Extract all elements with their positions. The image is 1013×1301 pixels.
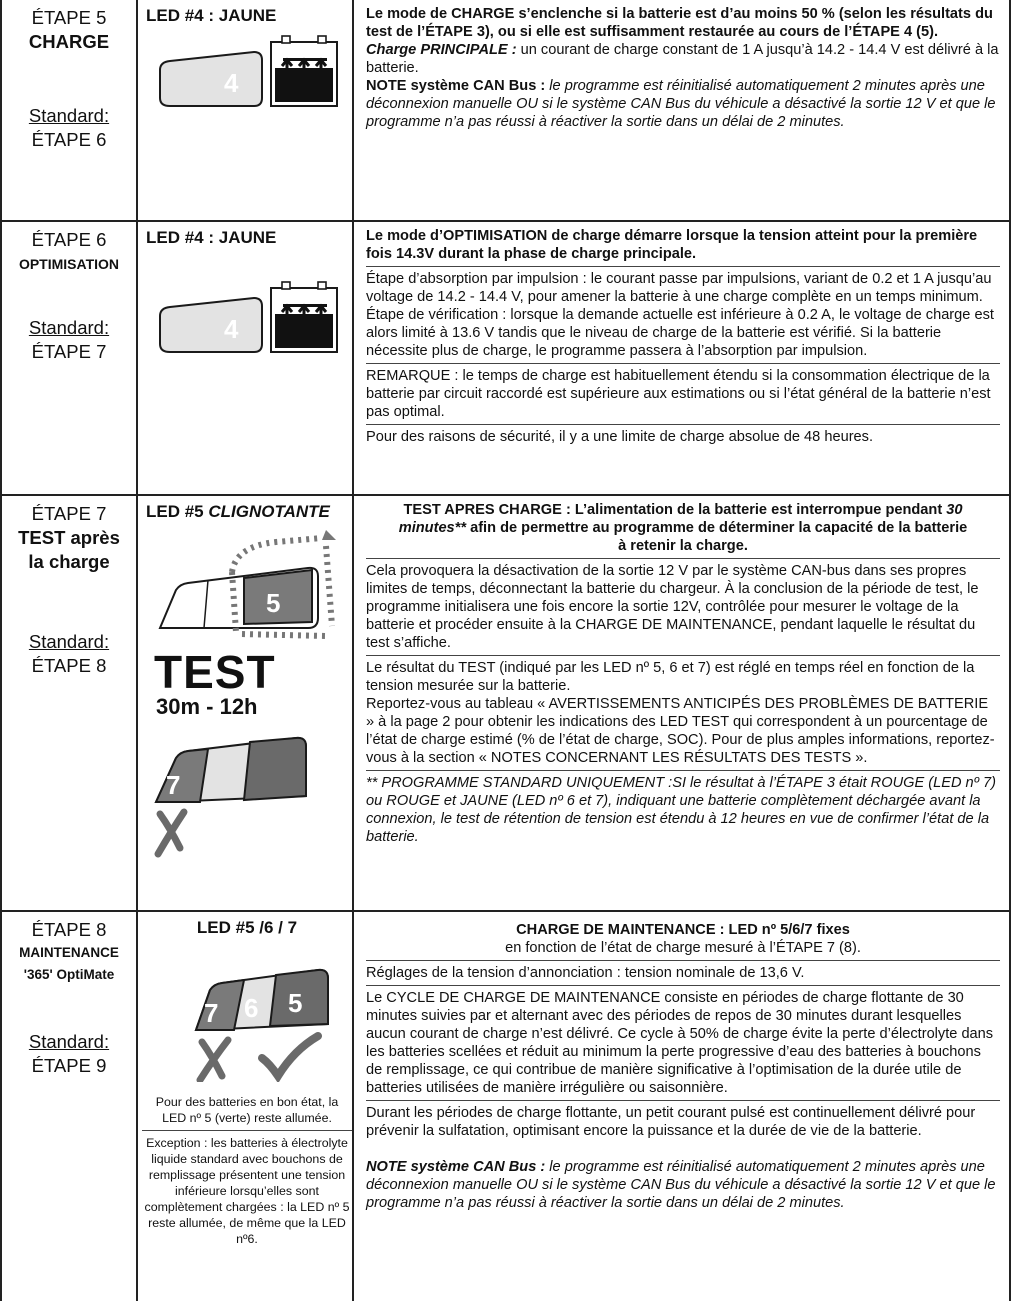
led-cell [138, 912, 352, 1301]
optimisation-intro: Le mode d’OPTIMISATION de charge démarre lorsque la tension atteint pour la première fois 14.3V durant la phase de charge principale. [366, 228, 978, 262]
step-title: MAINTENANCE '365' OptiMate [19, 945, 119, 982]
led-cell [138, 0, 352, 220]
battery-charging-icon [271, 36, 337, 106]
divider [142, 1130, 352, 1131]
column-divider [352, 0, 354, 1301]
led-label-blinking: CLIGNOTANTE [208, 502, 330, 521]
divider [366, 1100, 1000, 1101]
test-heading-b: 30 minutes** [398, 502, 963, 536]
test-heading-c: afin de permettre au programme de déterminer la capacité de la batterie à retenir la charge. [466, 520, 968, 554]
can-bus-note [366, 77, 1000, 131]
step-label: ÉTAPE 8 [31, 919, 107, 940]
step-title: OPTIMISATION [18, 256, 120, 272]
led-4-yellow-icon [146, 32, 346, 112]
maintenance-heading: CHARGE DE MAINTENANCE : LED nº 5/6/7 fixes [516, 922, 850, 938]
led-label: LED #4 : JAUNE [146, 228, 277, 247]
divider [366, 655, 1000, 656]
standard-step: ÉTAPE 7 [31, 341, 107, 362]
step-title: TEST après la charge [18, 527, 120, 572]
step-title: CHARGE [28, 31, 110, 52]
can-bus-body: le programme est réinitialisé automatiquement 2 minutes après une déconnexion manuelle OU si le système CAN Bus du véhicule a désactivé la sortie 12 V et que le programme n’a pas réussi à réactiver la sortie dans un délai de 2 minutes. [366, 78, 996, 130]
caption-exception: Exception : les batteries à électrolyte liquide standard avec bouchons de remplissage présentent une tension inférieure lorsqu’elles sont complètement chargées : la LED nº 5 reste allumée, de même que la LED nº6. [144, 1136, 350, 1246]
can-bus-label: NOTE système CAN Bus : [366, 1159, 546, 1175]
led-number: 5 [266, 588, 281, 618]
description-cell [356, 222, 1006, 494]
maintenance-cycle-text: Le CYCLE DE CHARGE DE MAINTENANCE consiste en périodes de charge flottante de 30 minutes suivies par et alternant avec des périodes de repos de 30 minutes durant lesquelles aucun courant de charge n’est délivré. Ce cycle à 50% de charge évite la perte d’électrolyte dans les batteries scellées et réduit au minimum la perte progressive d’eau des batteries à bouchons de remplissage, ce qui contribue de manière significative à l’optimisation de la durée utile de batteries utilisées de manière irrégulière ou saisonnière. [366, 990, 994, 1096]
led-label [146, 502, 352, 522]
led-4-yellow-icon [146, 272, 346, 358]
standard-step: ÉTAPE 9 [31, 1055, 107, 1076]
reference-text: Reportez-vous au tableau « AVERTISSEMENTS ANTICIPÉS DES PROBLÈMES DE BATTERIE » à la page 2 pour obtenir les indications des LED TEST qui correspondent à un pourcentage de l’état de charge estimé (% de l’état de charge, SOC). Pour de plus amples informations, reportez-vous à la section « NOTES CONCERNANT LES RÉSULTATS DES TESTS ». [366, 696, 995, 766]
standard-label: Standard: [28, 631, 110, 652]
battery-charging-icon [271, 282, 337, 352]
test-heading-a: TEST APRES CHARGE : L’alimentation de la batterie est interrompue pendant [403, 502, 947, 518]
led-cell [138, 496, 352, 910]
step-label: ÉTAPE 5 [31, 7, 107, 28]
charge-intro: Le mode de CHARGE s’enclenche si la batterie est d’au moins 50 % (selon les résultats du test de l’ÉTAPE 3), ou si elle est suffisamment restaurée au cours de l’ÉTAPE 4 (5). [366, 6, 993, 40]
standard-program-note: ** PROGRAMME STANDARD UNIQUEMENT :SI le résultat à l’ÉTAPE 3 était ROUGE (LED nº 7) ou ROUGE et JAUNE (LED nº 6 et 7), indiquant une batterie complètement déchargée avant la connexion, le test de rétention de tension est étendu à 12 heures en vue de confirmer l’état de la batterie. [366, 775, 997, 845]
can-bus-note [366, 1158, 1000, 1212]
led-5-6-7-icon [142, 942, 348, 1082]
step-cell [2, 912, 136, 1301]
test-duration: 30m - 12h [156, 694, 258, 719]
safety-limit-text: Pour des raisons de sécurité, il y a une limite de charge absolue de 48 heures. [366, 429, 874, 445]
maintenance-subheading: en fonction de l’état de charge mesuré à l’ÉTAPE 7 (8). [505, 940, 861, 956]
led-label: LED #4 : JAUNE [146, 6, 277, 25]
divider [366, 960, 1000, 961]
divider [366, 770, 1000, 771]
standard-label: Standard: [28, 1031, 110, 1052]
led-number: 7 [204, 998, 219, 1028]
description-cell [356, 0, 1006, 220]
description-cell [356, 496, 1006, 910]
led-number: 7 [166, 770, 181, 800]
led-label-main: LED #5 [146, 502, 209, 521]
led-number: 6 [244, 993, 259, 1023]
standard-label: Standard: [28, 105, 110, 126]
test-result-text: Le résultat du TEST (indiqué par les LED nº 5, 6 et 7) est réglé en temps réel en fonction de la tension mesurée sur la batterie. [366, 660, 975, 694]
main-charge-label: Charge PRINCIPALE : [366, 42, 517, 58]
remark-text: REMARQUE : le temps de charge est habituellement étendu si la consommation électrique de la batterie par circuit raccordé est supérieure aux estimations ou si l’état général de la batterie n’est pas optimal. [366, 368, 991, 420]
description-cell [356, 912, 1006, 1301]
main-charge-text [366, 41, 1000, 77]
canbus-test-text: Cela provoquera la désactivation de la sortie 12 V par le système CAN-bus dans ses propres limites de temps, déconnectant la batterie du chargeur. À la conclusion de la période de test, le programme initialisera une fois encore la sortie 12V, contrôlée pour mesurer le voltage de la batterie et procéder ensuite à la CHARGE DE MAINTENANCE, pendant laquelle le résultat du test s’affiche. [366, 563, 979, 651]
absorption-text: Étape d’absorption par impulsion : le courant passe par impulsions, variant de 0.2 et 1 A jusqu’au voltage de 14.2 - 14.4 V, pour amener la batterie à une charge complète en un temps minimum. Étape de vérification : lorsque la demande actuelle est inférieure à 0.2 A, le voltage de charge est alors limité à 13.6 V tandis que le niveau de charge de la batterie est vérifié. Si la batterie nécessite plus de charge, le programme passera à l’absorption par impulsion. [366, 271, 994, 359]
check-mark-icon [262, 1036, 318, 1076]
standard-step: ÉTAPE 6 [31, 129, 107, 150]
cross-mark-icon [158, 812, 184, 854]
divider [366, 985, 1000, 986]
step-cell [2, 222, 136, 494]
divider [366, 424, 1000, 425]
divider [366, 363, 1000, 364]
can-bus-label: NOTE système CAN Bus : [366, 78, 546, 94]
float-charge-text: Durant les périodes de charge flottante, un petit courant pulsé est continuellement délivré pour prévenir la sulfatation, optimisant encore la puissance et la durée de vie de la batterie. [366, 1105, 976, 1139]
step-label: ÉTAPE 6 [31, 229, 107, 250]
standard-label: Standard: [28, 317, 110, 338]
test-big-label: TEST [154, 646, 276, 698]
step-cell [2, 0, 136, 220]
divider [366, 558, 1000, 559]
table-border-right [1009, 0, 1011, 1301]
step-label: ÉTAPE 7 [31, 503, 107, 524]
led-illustration [146, 32, 352, 112]
test-heading [366, 501, 1000, 555]
main-charge-body: un courant de charge constant de 1 A jusqu’à 14.2 - 14.4 V est délivré à la batterie. [366, 42, 999, 76]
standard-step: ÉTAPE 8 [31, 655, 107, 676]
led-number: 4 [224, 68, 239, 98]
led-label: LED #5 /6 / 7 [196, 918, 298, 937]
led-cell [138, 222, 352, 494]
led-7-red-icon [146, 730, 346, 860]
caption-good-battery: Pour des batteries en bon état, la LED nº 5 (verte) reste allumée. [155, 1095, 339, 1125]
can-bus-body: le programme est réinitialisé automatiquement 2 minutes après une déconnexion manuelle OU si le système CAN Bus du véhicule a désactivé la sortie 12 V et que le programme n’a pas réussi à réactiver la sortie dans un délai de 2 minutes. [366, 1159, 996, 1211]
step-cell [2, 496, 136, 910]
divider [366, 266, 1000, 267]
voltage-settings-text: Réglages de la tension d’annonciation : tension nominale de 13,6 V. [366, 965, 805, 981]
led-5-blinking-icon [146, 528, 346, 648]
cross-mark-icon [200, 1040, 228, 1080]
led-number: 5 [288, 988, 303, 1018]
led-number: 4 [224, 314, 239, 344]
